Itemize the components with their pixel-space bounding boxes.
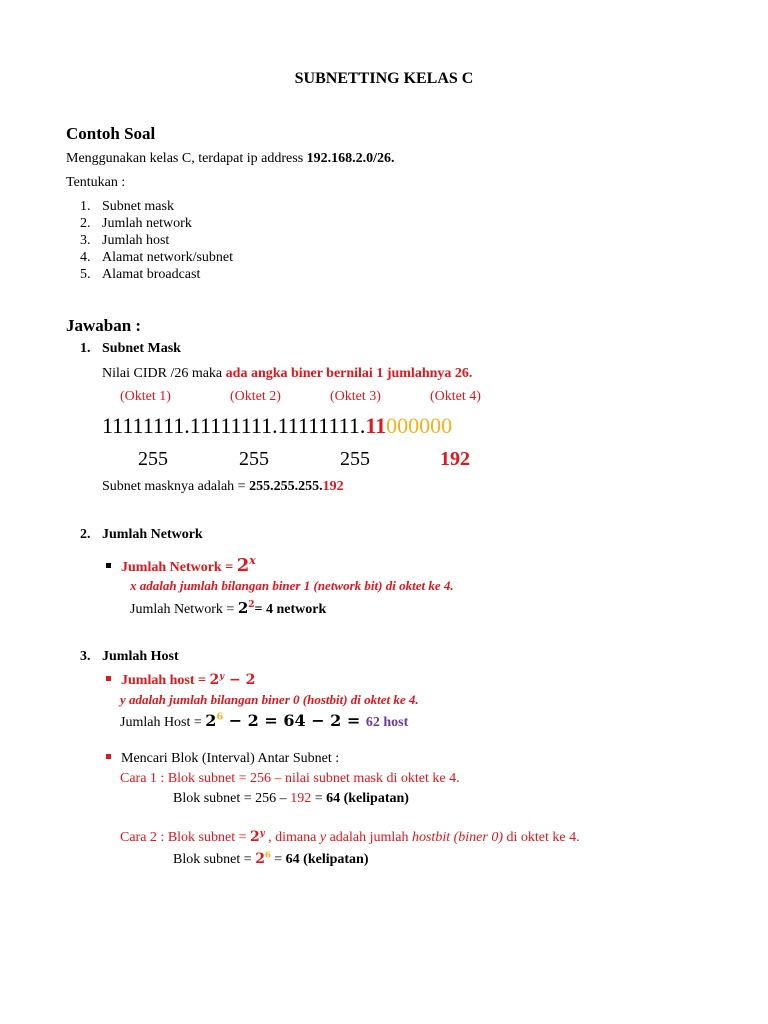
blok-heading: Mencari Blok (Interval) Antar Subnet :	[106, 751, 339, 767]
host-formula: Jumlah host = $2^y - 2$	[106, 672, 255, 689]
cara1-line: Cara 1 : Blok subnet = 256 – nilai subnet mask di oktet ke 4.	[120, 771, 460, 786]
example-ip: 192.168.2.0/26.	[306, 151, 395, 166]
cidr-line: Nilai CIDR /26 maka ada angka biner bernilai 1 jumlahnya 26.	[102, 366, 473, 381]
example-list	[80, 199, 233, 284]
octet-label-4: (Oktet 4)	[430, 389, 481, 404]
page-title: SUBNETTING KELAS C	[294, 70, 474, 87]
section-1-heading: 1. Subnet Mask	[80, 341, 181, 356]
list-item: 2. Jumlah network	[80, 216, 192, 231]
cara2-calc: Blok subnet = $2^6 = 64$ (kelipatan)	[173, 849, 369, 867]
network-note: x adalah jumlah bilangan biner 1 (network bit) di oktet ke 4.	[130, 578, 454, 593]
bullet-icon	[106, 676, 111, 681]
answer-heading: Jawaban :	[66, 316, 142, 335]
example-heading: Contoh Soal	[66, 124, 156, 143]
list-item: 5. Alamat broadcast	[80, 267, 201, 282]
list-item: 4. Alamat network/subnet	[80, 250, 234, 265]
example-intro-text: Menggunakan kelas C, terdapat ip address	[66, 151, 307, 166]
octet-label-2: (Oktet 2)	[230, 389, 281, 404]
list-item: 1. Subnet mask	[80, 199, 174, 214]
subnet-mask-result: Subnet masknya adalah = 255.255.255.192	[102, 479, 344, 494]
octet-label-1: (Oktet 1)	[120, 389, 171, 404]
decimal-octet-4: 192	[440, 448, 470, 470]
network-calc: Jumlah Network = $2^2= 4$ network	[130, 599, 327, 617]
cidr-explanation: ada angka biner bernilai 1 jumlahnya 26.	[225, 366, 473, 381]
cara1-calc: Blok subnet = 256 – 192 = 64 (kelipatan)	[173, 791, 409, 806]
decimal-octet-3: 255	[340, 448, 370, 470]
network-formula: Jumlah Network = $2^x$	[106, 555, 256, 576]
host-note: y adalah jumlah bilangan biner 0 (hostbit) di oktet ke 4.	[120, 692, 419, 707]
decimal-octet-1: 255	[138, 448, 168, 470]
section-3-heading: 3. Jumlah Host	[80, 649, 179, 664]
bullet-icon	[106, 563, 111, 568]
example-intro	[66, 151, 395, 167]
binary-network-bits: 11	[365, 413, 387, 438]
decimal-octet-2: 255	[239, 448, 269, 470]
list-item: 3. Jumlah host	[80, 233, 170, 248]
section-2-heading: 2. Jumlah Network	[80, 527, 203, 542]
host-calc: Jumlah Host = $2^6 - 2 = 64 - 2 = 62$ host	[120, 711, 409, 730]
cara2-line: Cara 2 : Blok subnet = $2^y$ , dimana y adalah jumlah hostbit (biner 0) di oktet ke 4.	[120, 827, 580, 845]
binary-host-bits: 000000	[386, 413, 453, 438]
octet-label-3: (Oktet 3)	[330, 389, 381, 404]
example-determine: Tentukan :	[66, 175, 126, 190]
bullet-icon	[106, 754, 111, 759]
binary-mask: 11111111.11111111.11111111.11000000	[102, 413, 453, 438]
